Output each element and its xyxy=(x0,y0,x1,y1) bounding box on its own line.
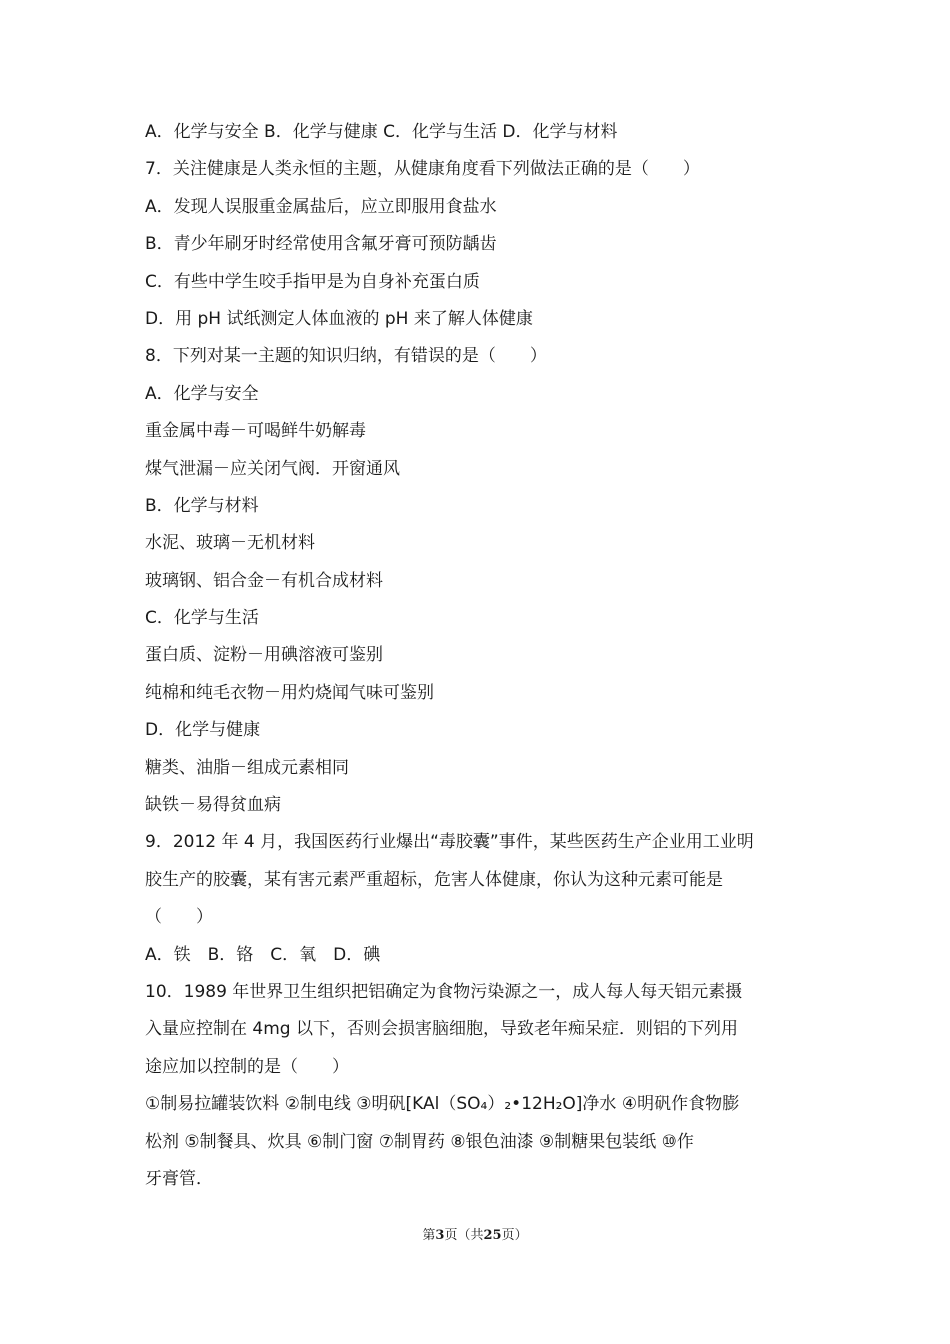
text-line: 煤气泄漏－应关闭气阀．开窗通风 xyxy=(145,458,400,479)
text-line: A．发现人误服重金属盐后，应立即服用食盐水 xyxy=(145,196,497,217)
text-line: A．化学与安全 B．化学与健康 C．化学与生活 D．化学与材料 xyxy=(145,122,618,142)
text-line: C．有些中学生咬手指甲是为自身补充蛋白质 xyxy=(145,271,480,292)
text-line: 糖类、油脂－组成元素相同 xyxy=(145,757,349,778)
page-footer xyxy=(0,1224,950,1243)
question-content xyxy=(145,114,813,1198)
text-line: （ ） xyxy=(145,907,213,928)
text-line: B．青少年刷牙时经常使用含氟牙膏可预防龋齿 xyxy=(145,234,497,255)
text-line: 缺铁－易得贫血病 xyxy=(145,795,281,816)
text-line: 途应加以控制的是（ ） xyxy=(145,1056,349,1077)
text-line: 牙膏管． xyxy=(145,1168,213,1189)
text-line: B．化学与材料 xyxy=(145,495,259,516)
footer-page-number: 3 xyxy=(435,1228,445,1243)
text-line: C．化学与生活 xyxy=(145,608,259,629)
text-line: 8．下列对某一主题的知识归纳，有错误的是（ ） xyxy=(145,346,547,367)
text-line: 松剂 ⑤制餐具、炊具 ⑥制门窗 ⑦制胃药 ⑧银色油漆 ⑨制糖果包装纸 ⑩作 xyxy=(145,1131,694,1152)
text-line: 水泥、玻璃－无机材料 xyxy=(145,533,315,554)
text-line: 9．2012 年 4 月，我国医药行业爆出“毒胶囊”事件，某些医药生产企业用工业明 xyxy=(145,832,754,853)
text-line: 10．1989 年世界卫生组织把铝确定为食物污染源之一，成人每人每天铝元素摄 xyxy=(145,981,743,1002)
text-line: D．用 pH 试纸测定人体血液的 pH 来了解人体健康 xyxy=(145,308,533,329)
footer-suffix: 页） xyxy=(501,1228,528,1243)
text-line: A．铁 B．铬 C．氧 D．碘 xyxy=(145,944,381,965)
text-line: D．化学与健康 xyxy=(145,720,261,741)
text-line: 重金属中毒－可喝鲜牛奶解毒 xyxy=(145,421,366,442)
footer-prefix: 第 xyxy=(422,1228,436,1243)
text-line: 7．关注健康是人类永恒的主题，从健康角度看下列做法正确的是（ ） xyxy=(145,159,700,180)
footer-total-pages: 25 xyxy=(483,1228,502,1243)
text-line: 胶生产的胶囊，某有害元素严重超标，危害人体健康，你认为这种元素可能是 xyxy=(145,869,723,890)
text-line: 纯棉和纯毛衣物－用灼烧闻气味可鉴别 xyxy=(145,682,434,703)
footer-middle: 页（共 xyxy=(444,1228,484,1243)
text-line: ①制易拉罐装饮料 ②制电线 ③明矾[KAl（SO₄）₂•12H₂O]净水 ④明矾作食物膨 xyxy=(145,1094,740,1115)
text-line: 玻璃钢、铝合金－有机合成材料 xyxy=(145,570,383,591)
text-line: 入量应控制在 4mg 以下，否则会损害脑细胞，导致老年痴呆症．则铝的下列用 xyxy=(145,1019,738,1040)
text-line: A．化学与安全 xyxy=(145,383,259,404)
text-line: 蛋白质、淀粉－用碘溶液可鉴别 xyxy=(145,645,383,666)
